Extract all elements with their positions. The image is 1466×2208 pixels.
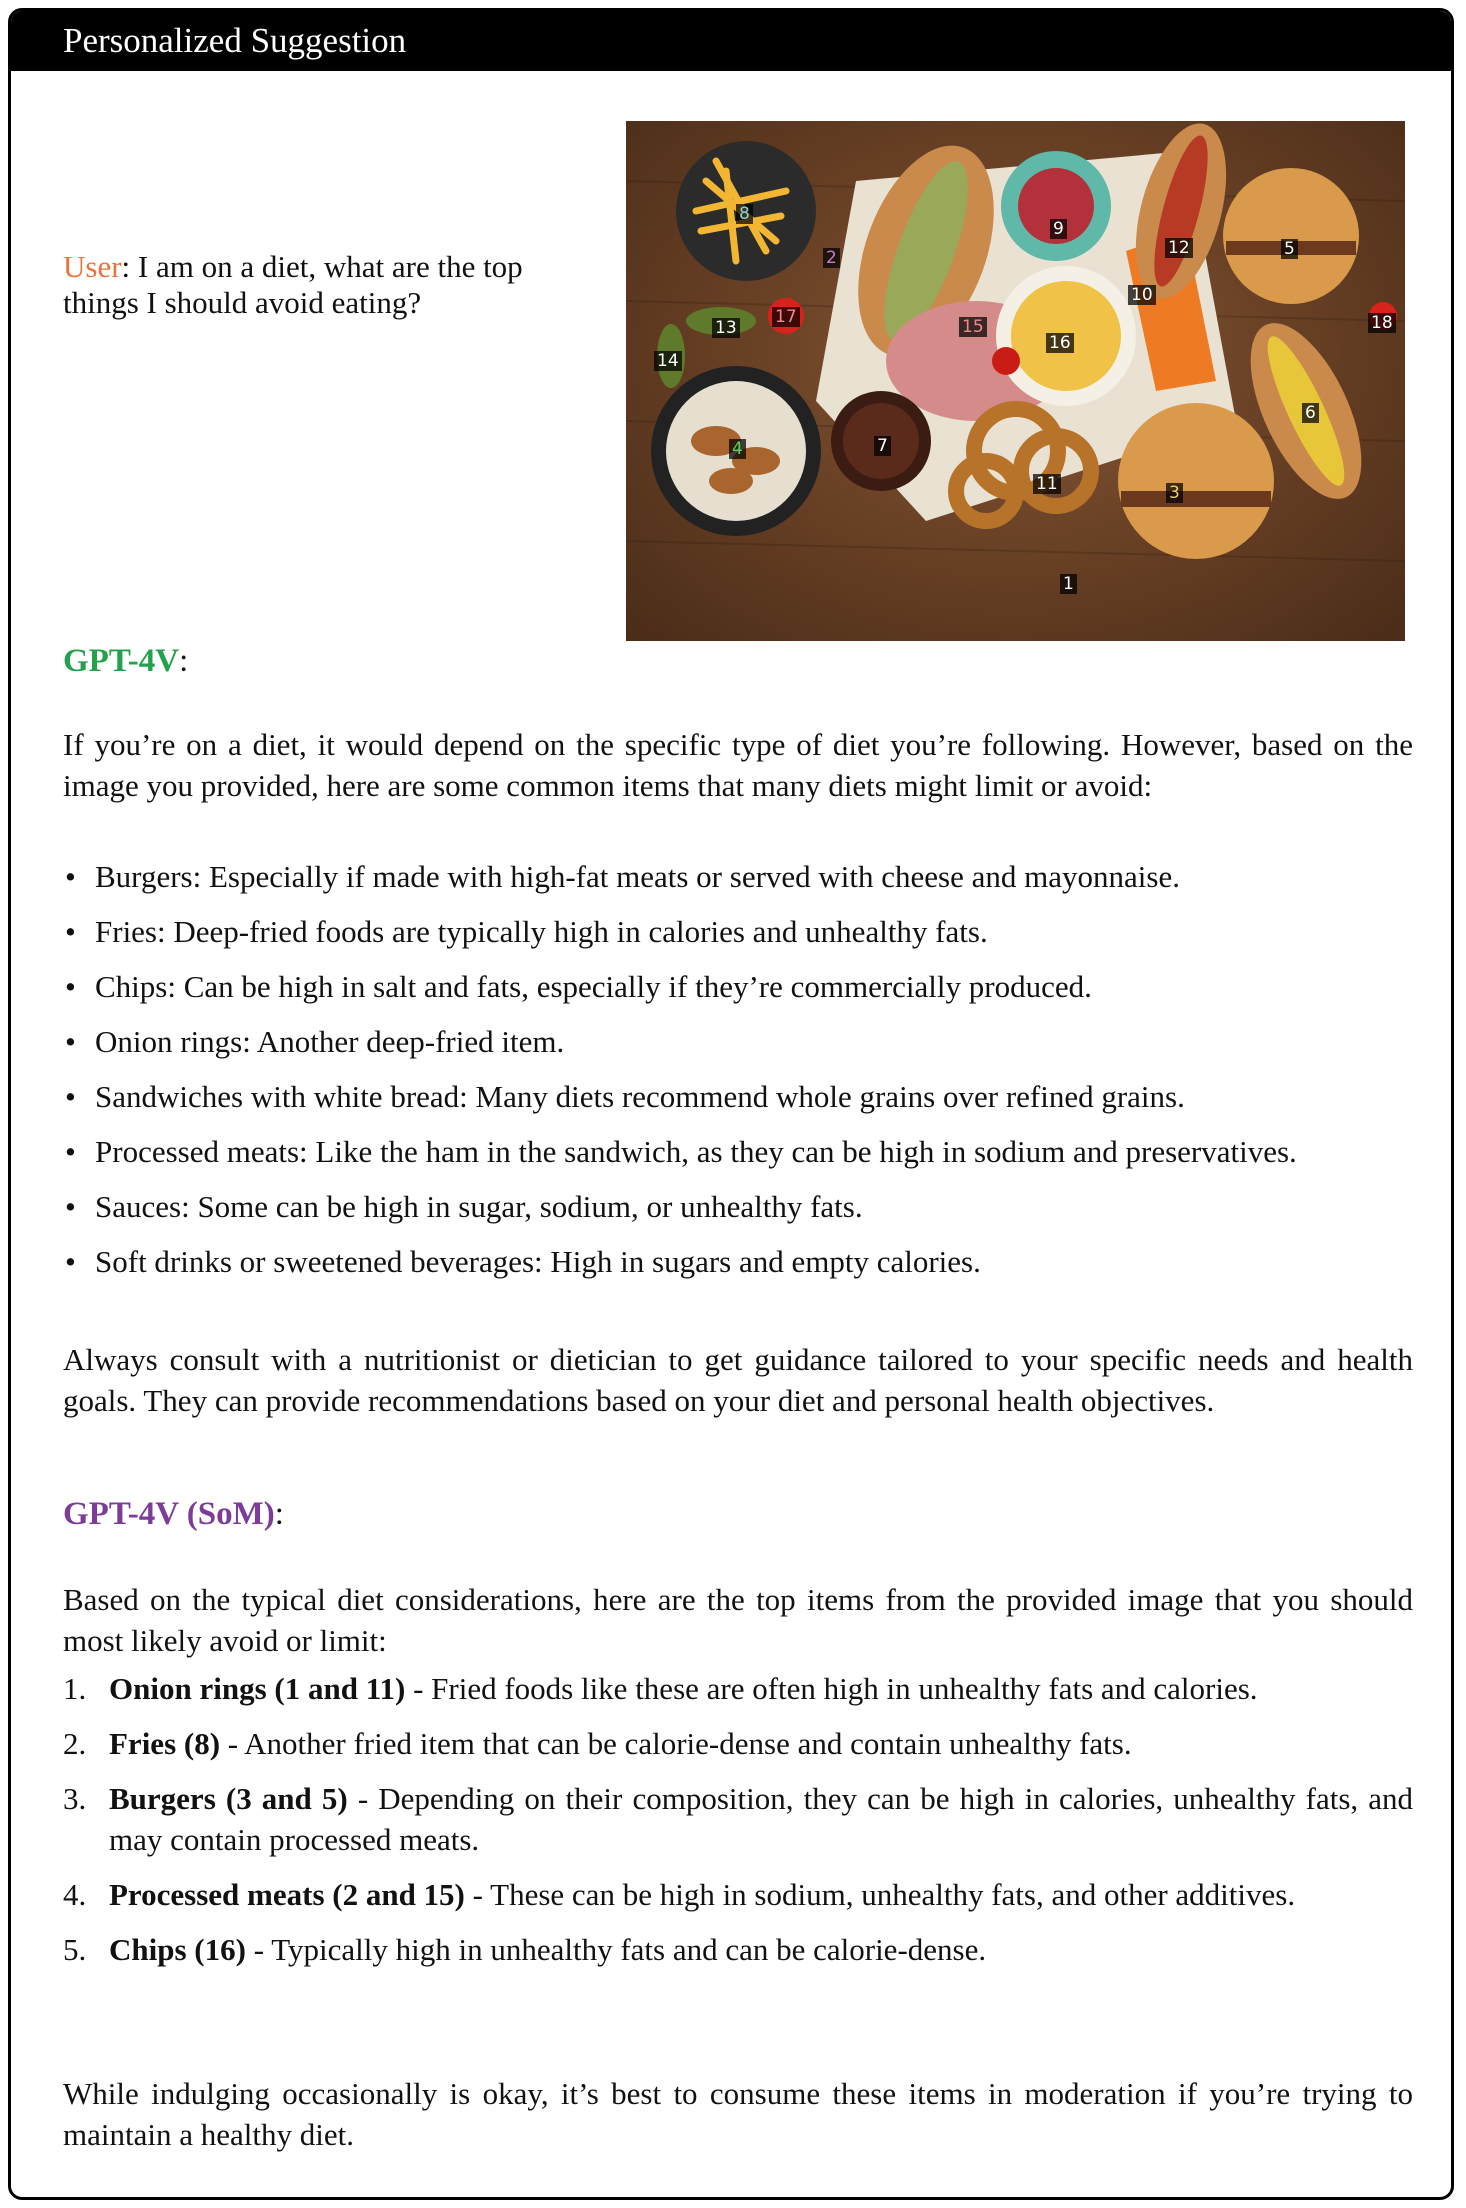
marker-17: 17	[772, 307, 800, 327]
item-text: - Depending on their composition, they can be high in calories, unhealthy fats, and may contain processed meats.	[109, 1781, 1414, 1857]
list-item: • Sandwiches with white bread: Many diets recommend whole grains over refined grains.	[63, 1076, 1413, 1117]
gpt4v-intro: If you’re on a diet, it would depend on the specific type of diet you’re following. However, based on the image you provided, here are some common items that many diets might limit or avoid:	[63, 727, 1413, 803]
marker-2: 2	[823, 248, 840, 268]
item-title: Processed meats (2 and 15)	[109, 1877, 465, 1912]
marker-16: 16	[1046, 333, 1074, 353]
list-item	[63, 1778, 1413, 1860]
item-number: 5.	[63, 1932, 87, 1967]
item-number: 2.	[63, 1726, 87, 1761]
marker-6: 6	[1302, 403, 1319, 423]
marker-7: 7	[874, 436, 891, 456]
item-number: 3.	[63, 1781, 87, 1816]
item-number: 1.	[63, 1671, 87, 1706]
item-title: Burgers (3 and 5)	[109, 1781, 348, 1816]
marker-13: 13	[712, 318, 740, 338]
list-item: • Fries: Deep-fried foods are typically high in calories and unhealthy fats.	[63, 911, 1413, 952]
item-title: Onion rings (1 and 11)	[109, 1671, 406, 1706]
list-item: • Processed meats: Like the ham in the sandwich, as they can be high in sodium and preservatives.	[63, 1131, 1413, 1172]
user-question: : I am on a diet, what are the top things I should avoid eating?	[63, 249, 523, 320]
list-item	[63, 1668, 1413, 1709]
food-illustration	[626, 121, 1405, 641]
list-item: • Onion rings: Another deep-fried item.	[63, 1021, 1413, 1062]
list-item: • Chips: Can be high in salt and fats, especially if they’re commercially produced.	[63, 966, 1413, 1007]
gpt4v-outro: Always consult with a nutritionist or dietician to get guidance tailored to your specific needs and health goals. They can provide recommendations based on your diet and personal health objectives.	[63, 1342, 1413, 1418]
item-number: 4.	[63, 1877, 87, 1912]
item-text: - Another fried item that can be calorie-dense and contain unhealthy fats.	[220, 1726, 1132, 1761]
list-item	[63, 1723, 1413, 1764]
item-text: - These can be high in sodium, unhealthy fats, and other additives.	[464, 1877, 1296, 1912]
item-title: Fries (8)	[109, 1726, 221, 1761]
marker-10: 10	[1128, 285, 1156, 305]
list-item: • Sauces: Some can be high in sugar, sodium, or unhealthy fats.	[63, 1186, 1413, 1227]
marker-3: 3	[1166, 483, 1183, 503]
list-item: • Burgers: Especially if made with high-fat meats or served with cheese and mayonnaise.	[63, 856, 1413, 897]
list-item	[63, 1874, 1413, 1915]
gpt4v-label-text: GPT-4V	[63, 643, 180, 679]
item-text: - Fried foods like these are often high in unhealthy fats and calories.	[405, 1671, 1258, 1706]
user-prompt	[63, 249, 603, 321]
food-photo	[626, 121, 1405, 641]
user-label: User	[63, 249, 122, 284]
som-intro: Based on the typical diet considerations, here are the top items from the provided image that you should most likely avoid or limit:	[63, 1582, 1413, 1658]
marker-8: 8	[736, 204, 753, 224]
marker-18: 18	[1368, 313, 1396, 333]
marker-15: 15	[959, 317, 987, 337]
marker-1: 1	[1060, 574, 1077, 594]
item-title: Chips (16)	[109, 1932, 246, 1967]
som-label-text: GPT-4V (SoM)	[63, 1496, 275, 1532]
item-text: - Typically high in unhealthy fats and can be calorie-dense.	[245, 1932, 987, 1967]
gpt4v-label: GPT-4V:	[63, 643, 189, 679]
som-label: GPT-4V (SoM):	[63, 1496, 284, 1532]
gpt4v-bullet-list	[63, 856, 1413, 1296]
panel-header	[11, 11, 1451, 71]
marker-9: 9	[1050, 219, 1067, 239]
marker-5: 5	[1281, 239, 1298, 259]
som-numbered-list	[63, 1668, 1413, 1984]
list-item	[63, 1929, 1413, 1970]
suggestion-panel	[8, 8, 1454, 2200]
list-item: • Soft drinks or sweetened beverages: High in sugars and empty calories.	[63, 1241, 1413, 1282]
marker-12: 12	[1165, 238, 1193, 258]
som-outro: While indulging occasionally is okay, it’s best to consume these items in moderation if you’re trying to maintain a healthy diet.	[63, 2076, 1413, 2152]
marker-14: 14	[654, 351, 682, 371]
marker-4: 4	[729, 439, 746, 459]
marker-11: 11	[1033, 474, 1061, 494]
panel-title: Personalized Suggestion	[63, 21, 407, 60]
